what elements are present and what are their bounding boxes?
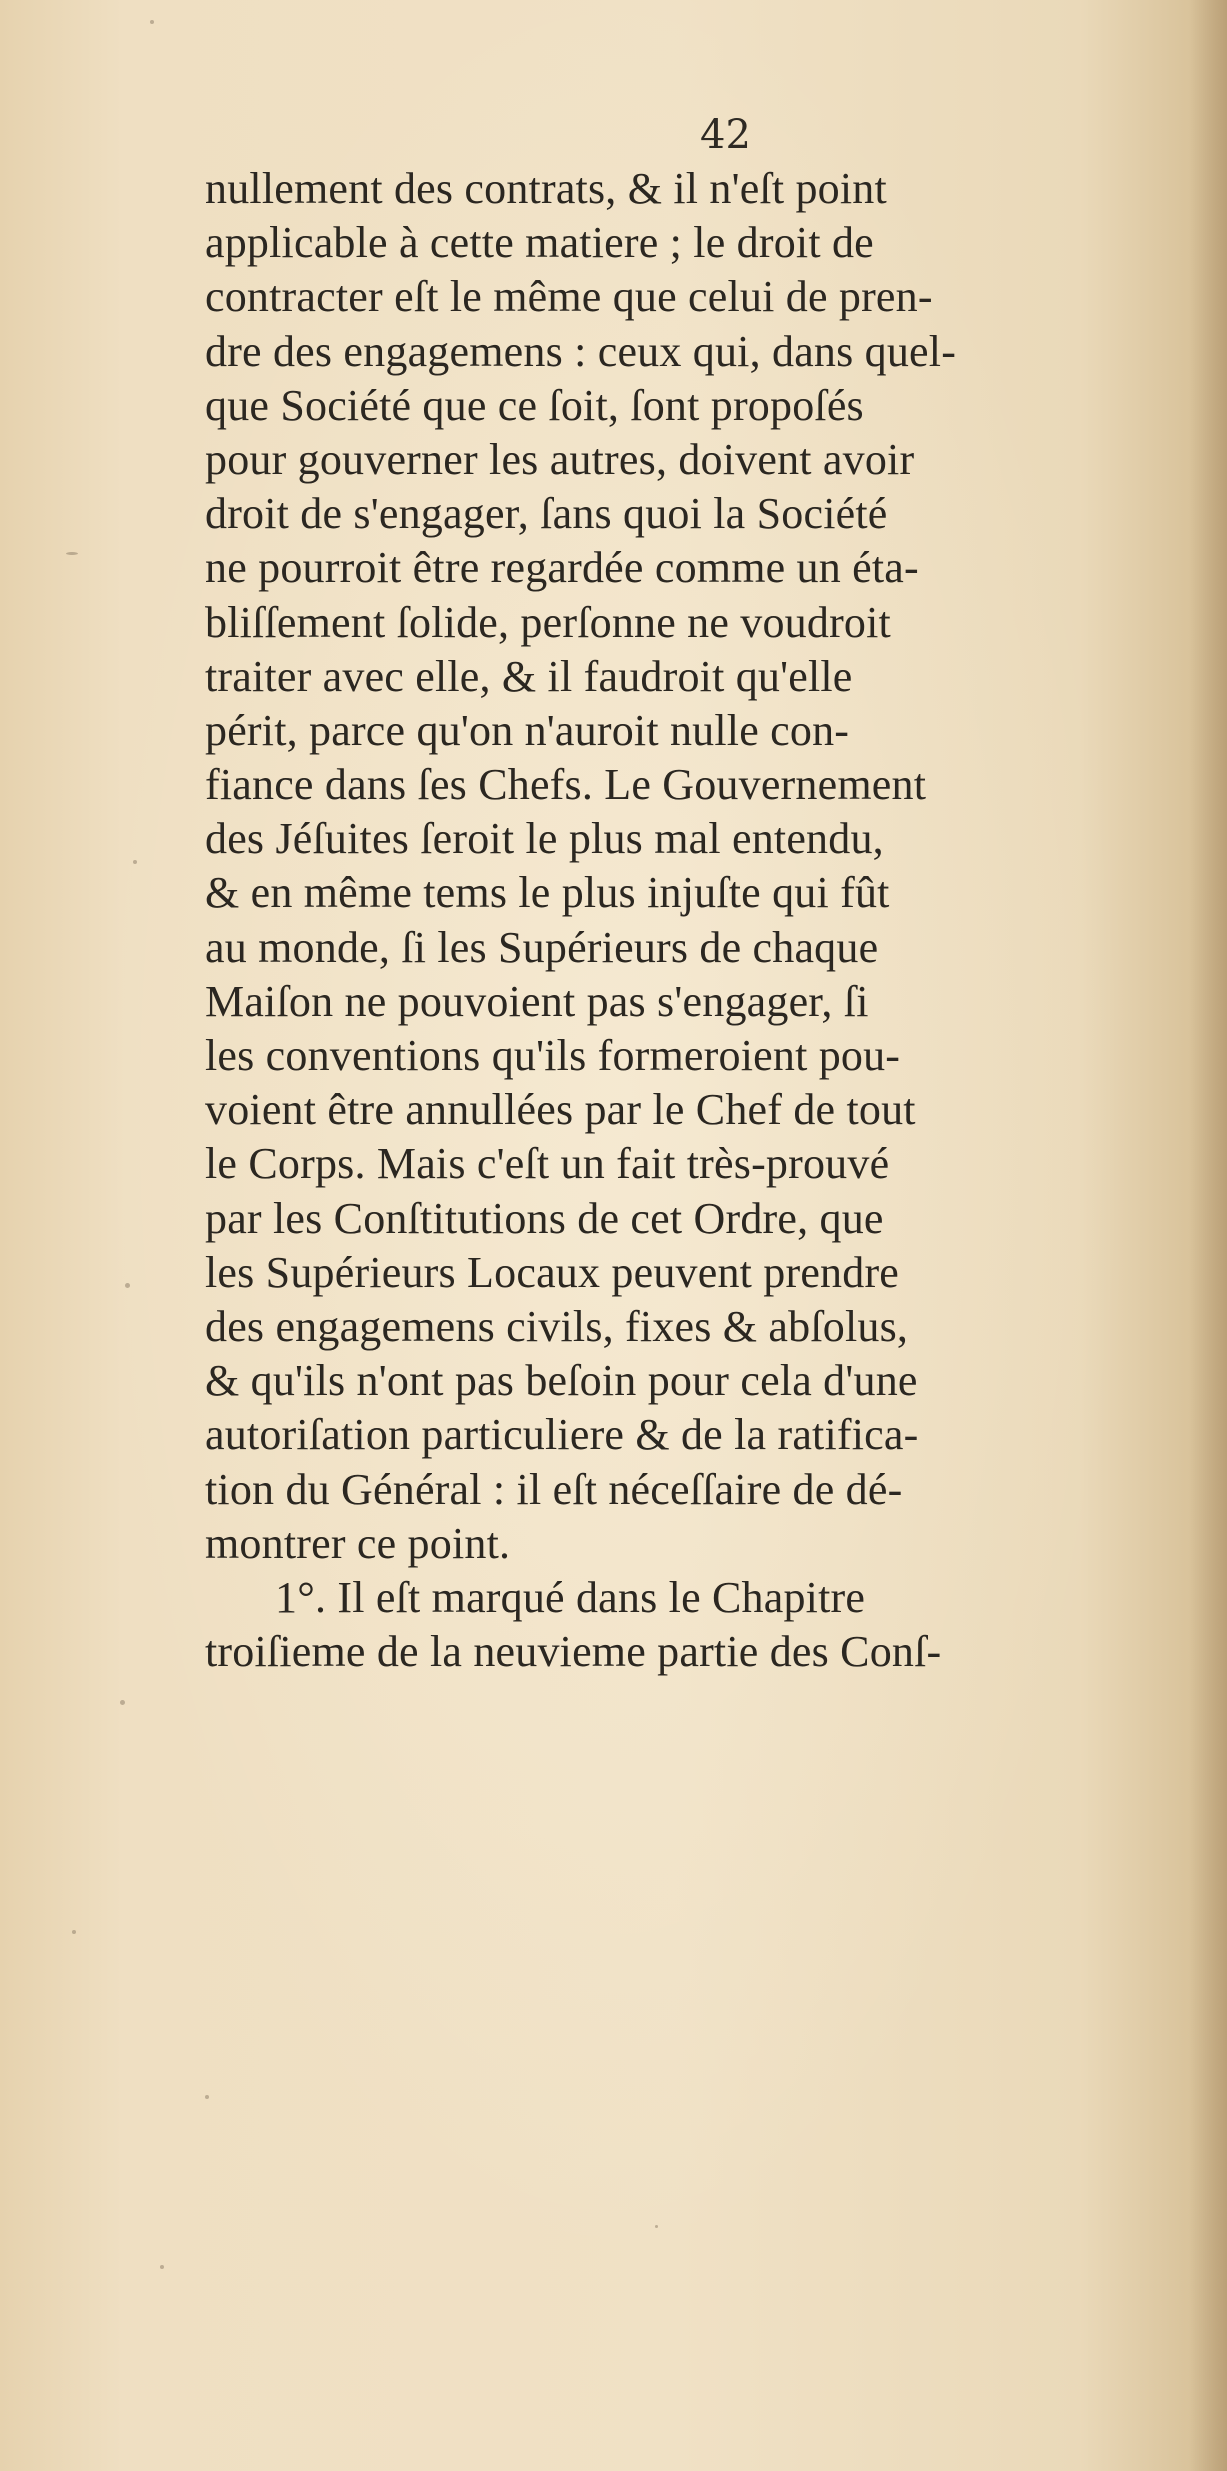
text-line: & en même tems le plus injuſte qui fût (205, 868, 890, 918)
text-line: pour gouverner les autres, doivent avoir (205, 434, 915, 484)
paper-speck (66, 552, 78, 555)
text-line: applicable à cette matiere ; le droit de (205, 218, 874, 268)
text-line: dre des engagemens : ceux qui, dans quel- (205, 326, 957, 376)
text-line: des Jéſuites ſeroit le plus mal entendu, (205, 814, 884, 864)
text-line: périt, parce qu'on n'auroit nulle con- (205, 705, 850, 755)
text-line: ne pourroit être regardée comme un éta- (205, 543, 919, 593)
text-line: bliſſement ſolide, perſonne ne voudroit (205, 597, 891, 647)
text-line: autoriſation particuliere & de la ratifica- (205, 1410, 919, 1460)
paper-speck (150, 20, 154, 24)
text-line: Maiſon ne pouvoient pas s'engager, ſi (205, 976, 869, 1026)
text-line: troiſieme de la neuvieme partie des Conſ- (205, 1627, 942, 1677)
text-line: droit de s'engager, ſans quoi la Société (205, 489, 888, 539)
text-line: au monde, ſi les Supérieurs de chaque (205, 922, 879, 972)
text-line: des engagemens civils, fixes & abſolus, (205, 1301, 909, 1351)
body-text (205, 162, 1205, 1679)
paper-speck (655, 2225, 658, 2228)
text-line: 1°. Il eſt marqué dans le Chapitre (275, 1572, 866, 1622)
text-line: par les Conſtitutions de cet Ordre, que (205, 1193, 884, 1243)
text-line: & qu'ils n'ont pas beſoin pour cela d'une (205, 1356, 918, 1406)
text-line: contracter eſt le même que celui de pren- (205, 272, 933, 322)
text-line: fiance dans ſes Chefs. Le Gouvernement (205, 760, 927, 810)
paper-speck (133, 860, 137, 864)
text-line: le Corps. Mais c'eſt un fait très-prouvé (205, 1139, 890, 1189)
paper-speck (205, 2095, 209, 2099)
paper-speck (125, 1283, 130, 1288)
paper-speck (160, 2265, 164, 2269)
text-line: que Société que ce ſoit, ſont propoſés (205, 380, 864, 430)
text-line: traiter avec elle, & il faudroit qu'elle (205, 651, 853, 701)
text-line: montrer ce point. (205, 1518, 511, 1568)
text-line: les Supérieurs Locaux peuvent prendre (205, 1247, 900, 1297)
text-line: tion du Général : il eſt néceſſaire de dé- (205, 1464, 903, 1514)
text-line: les conventions qu'ils formeroient pou- (205, 1031, 901, 1080)
paper-speck (72, 1930, 76, 1934)
text-line: nullement des contrats, & il n'eſt point (205, 164, 887, 213)
text-line: voient être annullées par le Chef de tout (205, 1085, 916, 1135)
paper-speck (120, 1700, 125, 1705)
page-number: 42 (700, 112, 751, 158)
